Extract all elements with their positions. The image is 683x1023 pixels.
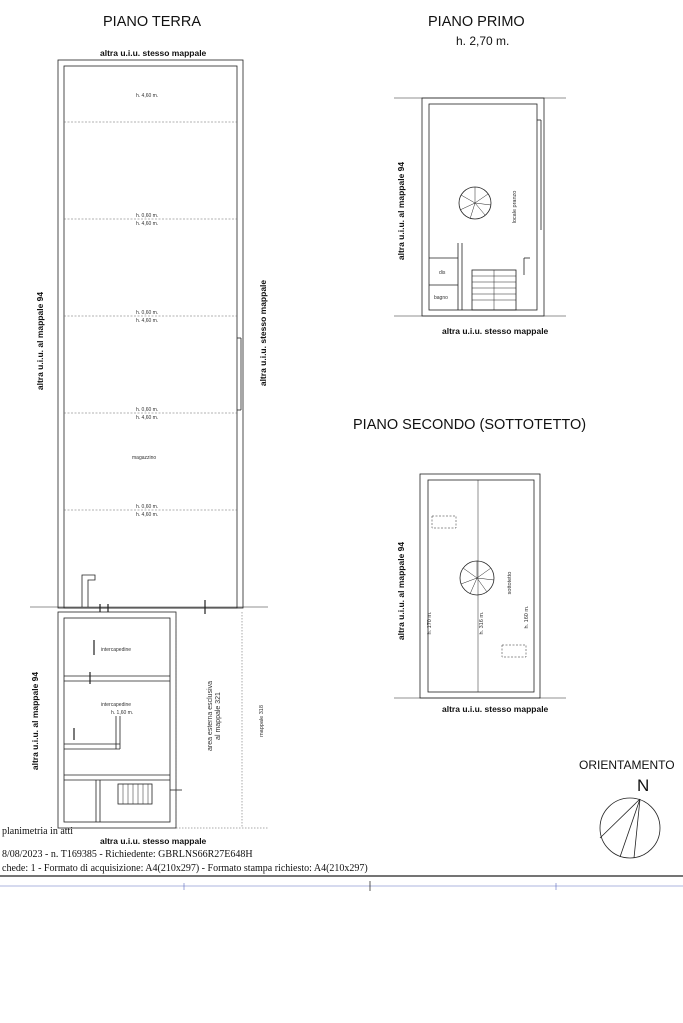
ground-height-3: h. 4,60 m. [136,221,159,227]
ground-height-8: h. 0,60 m. [136,504,159,510]
second-h-right: h. 160 m. [524,605,530,629]
ground-inner-wall [64,66,237,608]
room-locale: locale pranzo [512,190,518,224]
first-bottom-label: altra u.i.u. stesso mappale [442,326,549,336]
ground-height-5: h. 4,60 m. [136,318,159,324]
ground-left-label-top: altra u.i.u. al mappale 94 [35,291,45,391]
room-sottotetto: sottotetto [507,571,513,595]
ground-height-6: h. 0,60 m. [136,407,159,413]
room-intercapedine-2-height: h. 1,60 m. [111,710,134,716]
ground-floor-title: PIANO TERRA [103,14,202,30]
ground-height-9: h. 4,60 m. [136,512,159,518]
ground-height-2: h. 0,60 m. [136,213,159,219]
mappale-318-label: mappale 318 [259,705,265,737]
area-esterna-label: area esterna esclusiva al mappale 321 [207,680,222,752]
room-magazzino: magazzino [132,455,157,461]
second-h-left: h. 170 m. [427,611,433,635]
north-label: N [637,776,650,795]
ground-right-label: altra u.i.u. stesso mappale [258,279,268,387]
ground-height-1: h. 4,60 m. [136,93,159,99]
second-bottom-label: altra u.i.u. stesso mappale [442,704,549,714]
first-floor-title: PIANO PRIMO [428,14,525,30]
ground-height-4: h. 0,60 m. [136,310,159,316]
footer-line3: chede: 1 - Formato di acquisizione: A4(210x297) - Formato stampa richiesto: A4(210x297) [2,863,368,874]
first-left-label: altra u.i.u. al mappale 94 [396,161,406,261]
orientation-title: ORIENTAMENTO [579,758,675,772]
second-left-label: altra u.i.u. al mappale 94 [396,541,406,641]
first-floor-height: h. 2,70 m. [456,34,510,48]
room-intercapedine-1: intercapedine [101,647,132,653]
ground-height-7: h. 4,60 m. [136,415,159,421]
second-h-mid: h. 316 m. [479,611,485,635]
second-floor-title: PIANO SECONDO (SOTTOTETTO) [353,417,587,433]
ground-top-label: altra u.i.u. stesso mappale [100,48,207,58]
room-dis: dis [439,270,446,276]
footer-line1: planimetria in atti [2,826,74,837]
footer-line2: 8/08/2023 - n. T169385 - Richiedente: GBRLNS66R27E648H [2,849,253,860]
ground-bottom-label: altra u.i.u. stesso mappale [100,836,207,846]
ground-outer-wall [58,60,243,608]
room-bagno: bagno [434,295,448,301]
ground-left-label-bottom: altra u.i.u. al mappale 94 [30,671,40,771]
room-intercapedine-2: intercapedine [101,702,132,708]
